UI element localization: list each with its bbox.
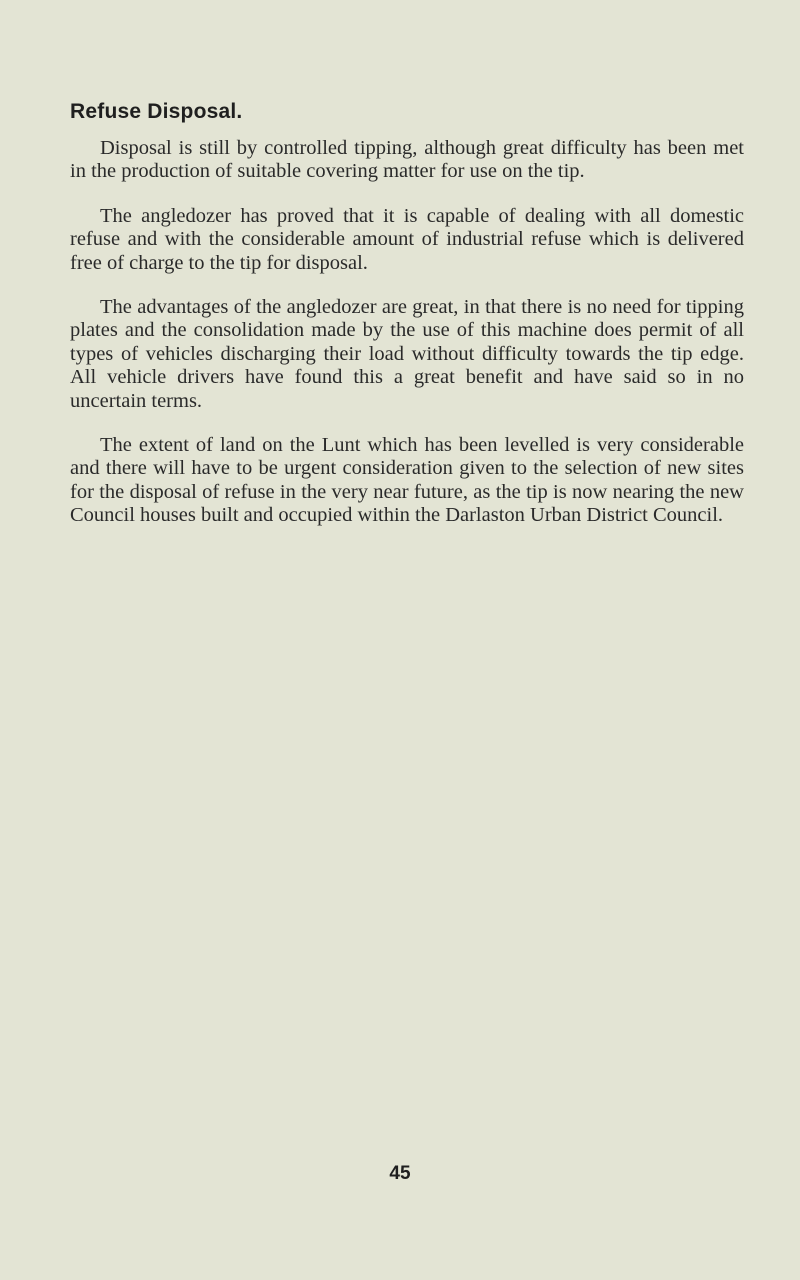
paragraph-3: The advantages of the angledozer are great, in that there is no need for tipping plates and the consolidation made by the use of this machine does permit of all types of vehicles discharging their load without difficulty towards the tip edge. All vehicle drivers have found this a great benefit and have said so in no uncertain terms. [70, 296, 744, 412]
paragraph-4: The extent of land on the Lunt which has been levelled is very considerable and there will have to be urgent consideration given to the selection of new sites for the disposal of refuse in the very near future, as the tip is now nearing the new Council houses built and occupied within the Darlaston Urban District Council. [70, 434, 744, 527]
paragraph-2: The angledozer has proved that it is capable of dealing with all domestic refuse and with the considerable amount of industrial refuse which is delivered free of charge to the tip for disposal. [70, 204, 744, 274]
paragraph-1: Disposal is still by controlled tipping, although great difficulty has been met in the production of suitable covering matter for use on the tip. [70, 137, 744, 183]
section-heading: Refuse Disposal. [70, 100, 243, 123]
page-number: 45 [389, 1163, 411, 1184]
body-text [70, 137, 744, 549]
